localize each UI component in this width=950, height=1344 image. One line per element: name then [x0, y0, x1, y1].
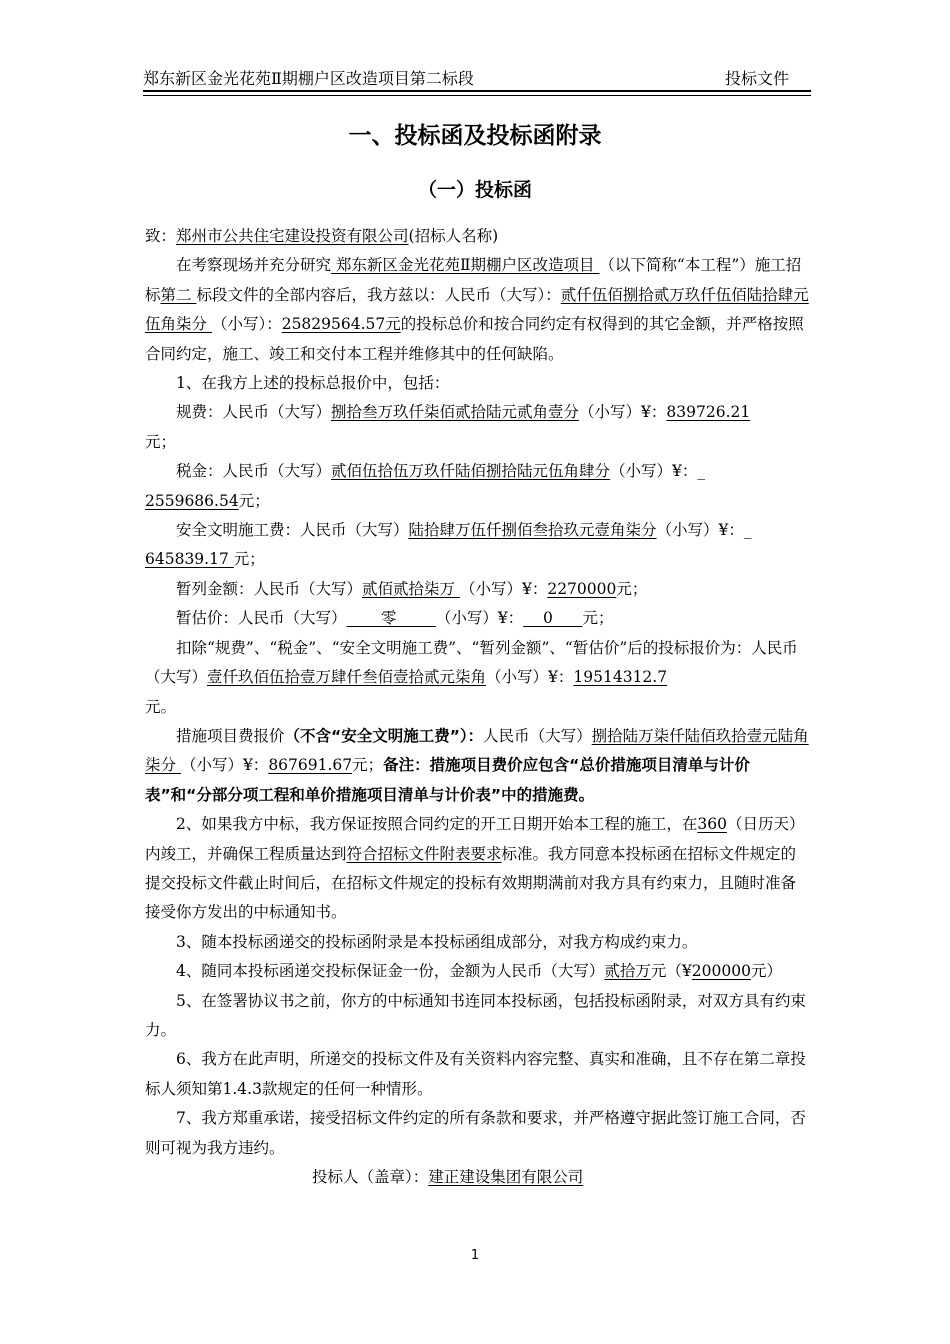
item2-paragraph: 2、如果我方中标，我方保证按照合同约定的开工日期开始本工程的施工，在360（日历天）内竣工，并确保工程质量达到符合招标文件附表要求标准。我方同意本投标函在招标文件规定的提交投标文件截止时间后，在招标文件规定的投标有效期期满前对我方具有约束力，且随时准备接受你方发出的中标通知书。 [145, 815, 805, 922]
header-rule-thick [143, 90, 811, 92]
item7-paragraph: 7、我方郑重承诺，接受招标文件约定的所有条款和要求，并严格遵守据此签订施工合同，否则可视为我方违约。 [145, 1109, 806, 1157]
item5-paragraph: 5、在签署协议书之前，你方的中标通知书连同本投标函，包括投标函附录，对双方具有约束力。 [145, 991, 806, 1039]
safety-fee-line: 安全文明施工费：人民币（大写）陆拾肆万伍仟捌佰叁拾玖元壹角柒分（小写）¥：_ 645839.17 元； [145, 521, 752, 569]
fee-line: 规费：人民币（大写）捌拾叁万玖仟柒佰贰拾陆元贰角壹分（小写）¥：839726.21 元； [145, 403, 751, 451]
item6-paragraph: 6、我方在此声明，所递交的投标文件及有关资料内容完整、真实和准确，且不存在第二章投标人须知第1.4.3款规定的任何一种情形。 [145, 1050, 806, 1098]
section-title: （一）投标函 [417, 179, 532, 201]
page-title: 一、投标函及投标函附录 [348, 123, 602, 149]
intro-paragraph: 在考察现场并充分研究 郑东新区金光花苑Ⅱ期棚户区改造项目 （以下简称“本工程”）施工招标第二 标段文件的全部内容后，我方兹以：人民币（大写）：贰仟伍佰捌拾贰万玖仟伍佰陆拾肆元伍角柒分 （小写）：25829564.57元的投标总价和按合同约定有权得到的其它金额，并严格按照合同约定，施工、竣工和交付本工程并维修其中的任何缺陷。 [145, 256, 809, 363]
tax-line: 税金：人民币（大写）贰佰伍拾伍万玖仟陆佰捌拾陆元伍角肆分（小写）¥：_ 2559686.54元； [145, 462, 706, 510]
item1-lead: 1、在我方上述的投标总报价中，包括： [176, 374, 450, 393]
bidder-name: 建正建设集团有限公司 [428, 1168, 584, 1186]
header-rule-thin [143, 95, 811, 96]
page-number: 1 [470, 1248, 480, 1263]
addressee-line: 致：郑州市公共住宅建设投资有限公司(招标人名称) [145, 227, 499, 245]
page-header [143, 66, 811, 92]
signature-line: 投标人（盖章）：建正建设集团有限公司 [312, 1168, 584, 1186]
section-number: 第二 [160, 285, 197, 304]
header-project: 郑东新区金光花苑Ⅱ期棚户区改造项目第二标段 [143, 69, 474, 88]
tenderee-name: 郑州市公共住宅建设投资有限公司 [176, 227, 409, 245]
item3-paragraph: 3、随本投标函递交的投标函附录是本投标函组成部分，对我方构成约束力。 [176, 932, 698, 951]
provisional-price-line: 暂估价：人民币（大写） 零 （小写）¥： 0 元； [176, 609, 614, 628]
total-price-upper: 贰仟伍佰捌拾贰万玖仟伍佰陆拾肆元伍角柒分 [145, 285, 809, 334]
deduct-line: 扣除“规费”、“税金”、“安全文明施工费”、“暂列金额”、“暂估价”后的投标报价为：人民币（大写）壹仟玖佰伍拾壹万肆仟叁佰壹拾贰元柒角（小写）¥：19514312.7 元。 [145, 638, 798, 716]
measures-line: 措施项目费报价（不含“安全文明施工费”）：人民币（大写）捌拾陆万柒仟陆佰玖拾壹元陆角柒分 （小写）¥：867691.67元；备注：措施项目费价应包含“总价措施项目清单与计价表”和“分部分项工程和单价措施项目清单与计价表”中的措施费。 [145, 726, 809, 804]
provisional-sum-line: 暂列金额：人民币（大写）贰佰贰拾柒万 （小写）¥：2270000元； [176, 579, 648, 598]
project-name: 郑东新区金光花苑Ⅱ期棚户区改造项目 [331, 256, 600, 275]
document-body [145, 222, 810, 1192]
header-doc-type: 投标文件 [724, 69, 789, 88]
total-price-lower: 25829564.57元 [281, 315, 401, 334]
item4-paragraph: 4、随同本投标函递交投标保证金一份，金额为人民币（大写）贰拾万元（¥200000元） [176, 962, 782, 981]
